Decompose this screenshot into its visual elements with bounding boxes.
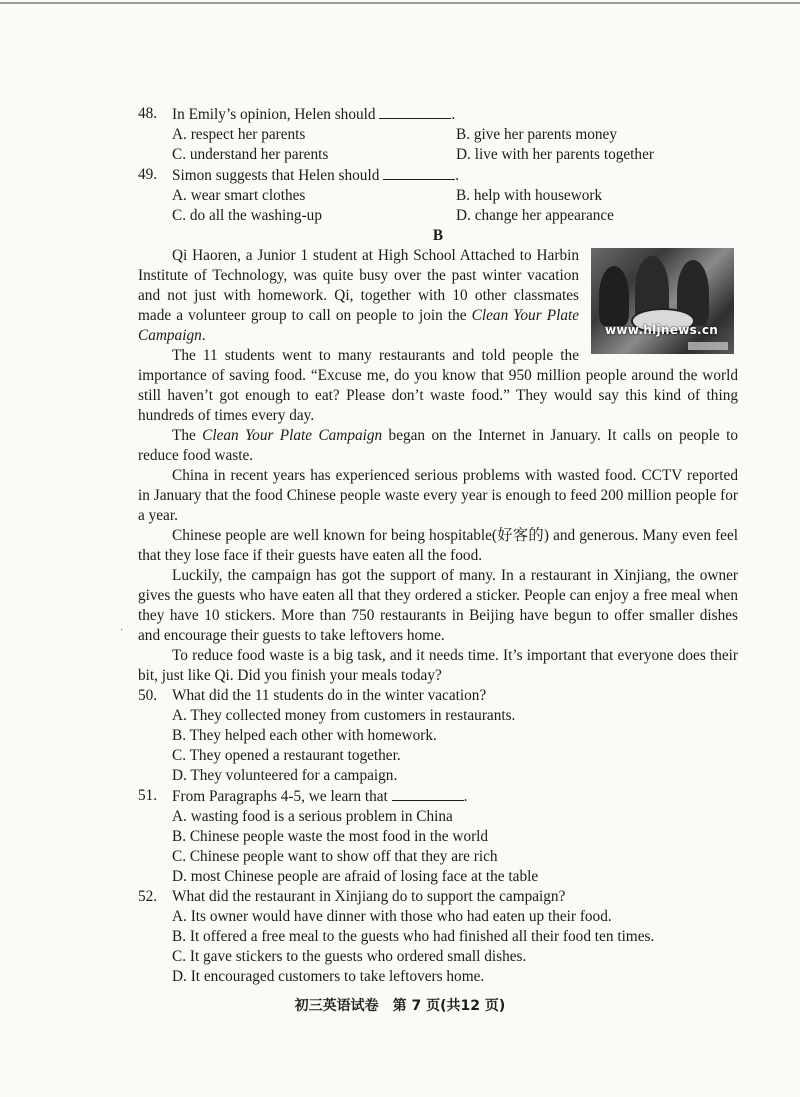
photo-watermark: www.hljnews.cn <box>605 323 719 337</box>
paragraph-5: Chinese people are well known for being hospitable(好客的) and generous. Many even feel that they lose face if their guests have eaten all the food. <box>138 527 738 564</box>
question-number: 52. <box>138 888 158 905</box>
options-50 <box>172 706 738 786</box>
campaign-name: Clean Your Plate Campaign <box>138 307 580 344</box>
option-b: B. help with housework <box>456 187 603 204</box>
paragraph-2: The 11 students went to many restaurants and told people the importance of saving food. “Excuse me, do you know that 950 million people around the world still haven’t got enough to eat? Please don’t waste food.” They would say this kind of thing hundreds of times every day. <box>138 347 738 424</box>
question-number: 48. <box>138 105 158 122</box>
option-c: C. Chinese people want to show off that they are rich <box>172 848 498 865</box>
option-c: C. It gave stickers to the guests who ordered small dishes. <box>172 948 527 965</box>
paragraph-text: The <box>172 427 203 444</box>
photo-logo <box>688 342 728 350</box>
option-d: D. live with her parents together <box>456 146 654 163</box>
option-b: B. Chinese people waste the most food in the world <box>172 828 489 845</box>
question-number: 49. <box>138 166 158 183</box>
answer-blank <box>379 104 451 119</box>
question-50 <box>138 686 738 706</box>
question-number: 50. <box>138 687 158 704</box>
question-52 <box>138 887 738 907</box>
question-stem: What did the restaurant in Xinjiang do to support the campaign? <box>172 888 566 905</box>
option-d: D. It encouraged customers to take leftovers home. <box>172 968 485 985</box>
options-48 <box>172 125 738 165</box>
stem-end: . <box>451 106 456 123</box>
scan-top-edge <box>0 2 800 4</box>
answer-blank <box>392 786 464 801</box>
option-a: A. They collected money from customers in restaurants. <box>172 707 516 724</box>
question-number: 51. <box>138 787 158 804</box>
stem-end: . <box>455 167 460 184</box>
paragraph-3 <box>138 426 738 466</box>
stem-end: . <box>463 788 468 805</box>
paragraph-7: To reduce food waste is a big task, and it needs time. It’s important that everyone does their bit, just like Qi. Did you finish your meals today? <box>138 647 738 684</box>
option-b: B. It offered a free meal to the guests who had finished all their food ten times. <box>172 928 655 945</box>
paragraph-4: China in recent years has experienced serious problems with wasted food. CCTV reported in January that the food Chinese people waste every year is enough to feed 200 million people for a year. <box>138 467 738 524</box>
option-a: A. respect her parents <box>172 126 306 143</box>
option-a: A. wear smart clothes <box>172 187 306 204</box>
option-d: D. most Chinese people are afraid of losing face at the table <box>172 868 539 885</box>
paragraph-6: Luckily, the campaign has got the support of many. In a restaurant in Xinjiang, the owner gives the guests who have eaten all that they ordered a sticker. People can enjoy a free meal when they have 10 stickers. More than 750 restaurants in Beijing have begun to offer smaller dishes and encourage their guests to take leftovers home. <box>138 567 738 644</box>
option-c: C. They opened a restaurant together. <box>172 747 401 764</box>
question-stem: Simon suggests that Helen should <box>172 167 380 184</box>
question-stem: From Paragraphs 4-5, we learn that <box>172 788 388 805</box>
news-photo <box>591 248 734 354</box>
option-c: C. do all the washing-up <box>172 207 322 224</box>
question-49 <box>138 165 738 186</box>
section-heading: B <box>432 227 444 244</box>
option-a: A. wasting food is a serious problem in China <box>172 808 453 825</box>
question-51 <box>138 786 738 807</box>
question-stem: What did the 11 students do in the winter vacation? <box>172 687 487 704</box>
option-a: A. Its owner would have dinner with those who had eaten up their food. <box>172 908 612 925</box>
page-footer: 初三英语试卷 第 7 页(共12 页) <box>294 998 506 1014</box>
paragraph-text: began on the Internet in January. It calls on people to reduce food waste. <box>138 427 738 464</box>
campaign-name: Clean Your Plate Campaign <box>202 427 383 444</box>
exam-page <box>138 104 738 987</box>
option-d: D. They volunteered for a campaign. <box>172 767 398 784</box>
answer-blank <box>383 165 455 180</box>
options-51 <box>172 807 738 887</box>
options-52 <box>172 907 738 987</box>
question-stem: In Emily’s opinion, Helen should <box>172 106 376 123</box>
option-b: B. They helped each other with homework. <box>172 727 437 744</box>
reading-passage <box>138 246 738 686</box>
option-c: C. understand her parents <box>172 146 329 163</box>
option-b: B. give her parents money <box>456 126 617 143</box>
scan-speck: · <box>120 625 124 636</box>
question-48 <box>138 104 738 125</box>
paragraph-text: Qi Haoren, a Junior 1 student at High School Attached to Harbin Institute of Technology, was quite busy over the past winter vacation and not just with homework. Qi, together with 10 other classmates made a volunteer group to call on people to join the <box>138 247 579 324</box>
option-d: D. change her appearance <box>456 207 614 224</box>
photo-figure <box>599 266 629 326</box>
options-49 <box>172 186 738 226</box>
paragraph-text: . <box>201 327 206 344</box>
